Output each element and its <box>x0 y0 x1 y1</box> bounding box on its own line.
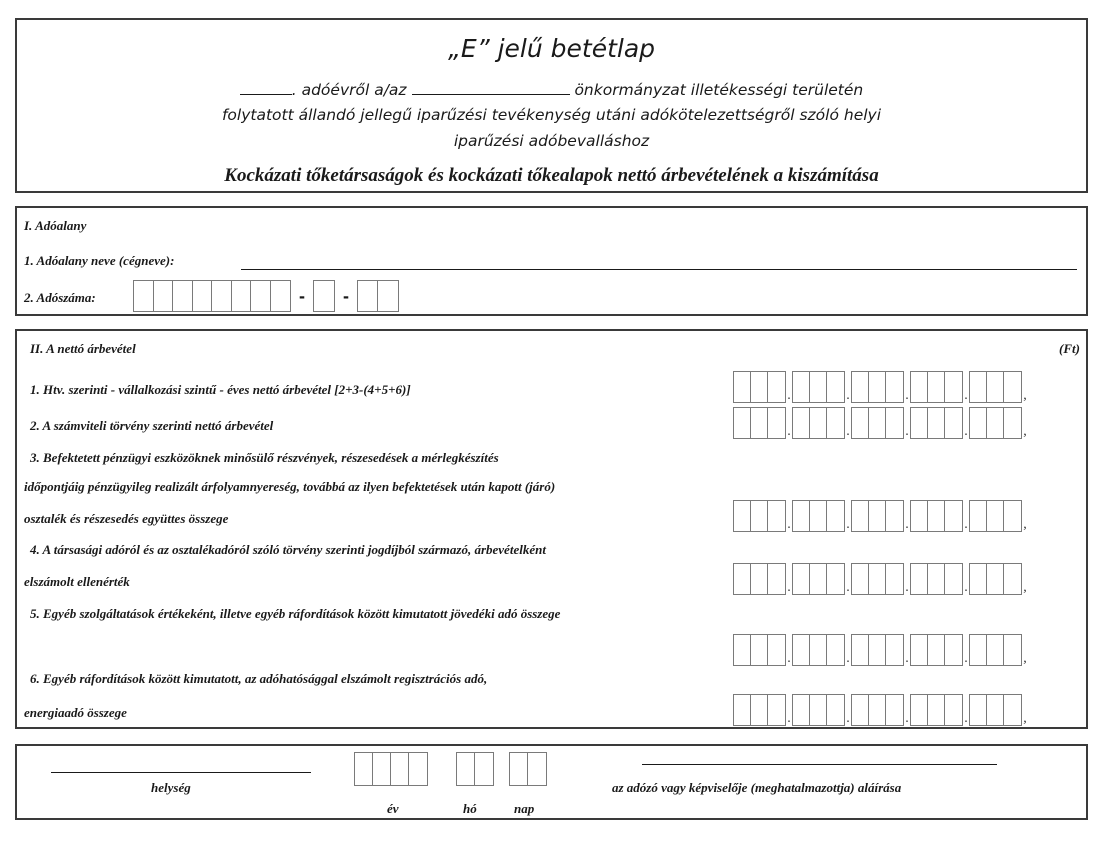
section-1-heading: I. Adóalany <box>24 218 87 233</box>
row-4-label-line-1: 4. A társasági adóról és az osztalékadóról szóló törvény szerinti jogdíjból származó, árbevételként <box>30 542 546 557</box>
row-2-label-line-1: 2. A számviteli törvény szerinti nettó árbevétel <box>30 418 274 433</box>
row-3-label-line-1: 3. Befektetett pénzügyi eszközöknek minősülő részvények, részesedések a mérlegkészítés <box>30 450 499 465</box>
year-label: év <box>387 801 399 816</box>
thousands-separator: . <box>787 711 791 726</box>
row-6-amount-field[interactable] <box>733 694 1028 726</box>
tax-number-main[interactable] <box>133 280 291 312</box>
amount-digit-group[interactable] <box>792 563 845 595</box>
day-label: nap <box>514 801 535 816</box>
thousands-separator: . <box>846 517 850 532</box>
thousands-separator: . <box>846 388 850 403</box>
header-line-1 <box>17 80 1086 99</box>
amount-digit-group[interactable] <box>969 694 1022 726</box>
amount-digit-group[interactable] <box>733 407 786 439</box>
tax-number-dash-2: - <box>343 285 349 306</box>
header-line-1-mid: . adóévről a/az <box>291 81 407 99</box>
thousands-separator: . <box>787 388 791 403</box>
thousands-separator: . <box>787 651 791 666</box>
signature-label: az adózó vagy képviselője (meghatalmazottja) aláírása <box>612 780 902 795</box>
thousands-separator: . <box>846 711 850 726</box>
amount-digit-group[interactable] <box>792 407 845 439</box>
tax-number-vat[interactable] <box>313 280 335 312</box>
decimal-separator: , <box>1023 651 1027 666</box>
thousands-separator: . <box>905 388 909 403</box>
header-line-1-end: önkormányzat illetékességi területén <box>574 81 864 99</box>
amount-digit-group[interactable] <box>910 563 963 595</box>
amount-digit-group[interactable] <box>733 694 786 726</box>
amount-digit-group[interactable] <box>733 563 786 595</box>
section-net-revenue <box>15 329 1088 729</box>
taxpayer-name-label: 1. Adóalany neve (cégneve): <box>24 253 175 268</box>
row-4-amount-field[interactable] <box>733 563 1028 595</box>
amount-digit-group[interactable] <box>792 371 845 403</box>
row-3-label-line-2: időpontjáig pénzügyileg realizált árfolyamnyereség, továbbá az ilyen befektetések után kapott (járó) <box>24 479 556 494</box>
amount-digit-group[interactable] <box>792 694 845 726</box>
header-box <box>15 18 1088 193</box>
amount-digit-group[interactable] <box>969 371 1022 403</box>
year-field[interactable] <box>354 752 428 786</box>
thousands-separator: . <box>905 651 909 666</box>
thousands-separator: . <box>787 517 791 532</box>
decimal-separator: , <box>1023 711 1027 726</box>
signature-field[interactable] <box>642 764 997 765</box>
thousands-separator: . <box>905 424 909 439</box>
decimal-separator: , <box>1023 388 1027 403</box>
tax-year-blank[interactable] <box>240 80 292 95</box>
tax-number-label: 2. Adószáma: <box>24 290 96 305</box>
thousands-separator: . <box>964 711 968 726</box>
amount-digit-group[interactable] <box>851 634 904 666</box>
thousands-separator: . <box>964 580 968 595</box>
month-field[interactable] <box>456 752 494 786</box>
amount-digit-group[interactable] <box>792 634 845 666</box>
row-5-label-line-1: 5. Egyéb szolgáltatások értékeként, illetve egyéb ráfordítások között kimutatott jövedéki adó összege <box>30 606 561 621</box>
month-label: hó <box>463 801 477 816</box>
header-line-2: folytatott állandó jellegű iparűzési tevékenység utáni adókötelezettségről szóló helyi <box>221 106 882 124</box>
section-taxpayer <box>15 206 1088 316</box>
amount-digit-group[interactable] <box>851 563 904 595</box>
section-2-heading: II. A nettó árbevétel <box>30 341 136 356</box>
row-1-label-line-1: 1. Htv. szerinti - vállalkozási szintű - éves nettó árbevétel [2+3-(4+5+6)] <box>30 382 411 397</box>
currency-unit: (Ft) <box>1059 341 1080 356</box>
thousands-separator: . <box>964 517 968 532</box>
amount-digit-group[interactable] <box>733 371 786 403</box>
amount-digit-group[interactable] <box>910 407 963 439</box>
thousands-separator: . <box>846 580 850 595</box>
amount-digit-group[interactable] <box>910 694 963 726</box>
taxpayer-name-field[interactable] <box>241 269 1077 270</box>
thousands-separator: . <box>905 580 909 595</box>
amount-digit-group[interactable] <box>910 371 963 403</box>
amount-digit-group[interactable] <box>733 500 786 532</box>
amount-digit-group[interactable] <box>910 634 963 666</box>
form-subtitle: Kockázati tőketársaságok és kockázati tőkealapok nettó árbevételének a kiszámítása <box>224 165 879 186</box>
tax-number-county[interactable] <box>357 280 399 312</box>
amount-digit-group[interactable] <box>851 407 904 439</box>
row-3-amount-field[interactable] <box>733 500 1028 532</box>
amount-digit-group[interactable] <box>910 500 963 532</box>
amount-digit-group[interactable] <box>851 694 904 726</box>
place-field[interactable] <box>51 772 311 773</box>
amount-digit-group[interactable] <box>969 500 1022 532</box>
signature-box <box>15 744 1088 820</box>
decimal-separator: , <box>1023 517 1027 532</box>
place-label: helység <box>151 780 191 795</box>
thousands-separator: . <box>964 651 968 666</box>
decimal-separator: , <box>1023 424 1027 439</box>
amount-digit-group[interactable] <box>733 634 786 666</box>
row-5-amount-field[interactable] <box>733 634 1028 666</box>
amount-digit-group[interactable] <box>969 563 1022 595</box>
amount-digit-group[interactable] <box>851 371 904 403</box>
row-2-amount-field[interactable] <box>733 407 1028 439</box>
amount-digit-group[interactable] <box>792 500 845 532</box>
decimal-separator: , <box>1023 580 1027 595</box>
row-6-label-line-2: energiaadó összege <box>24 705 127 720</box>
row-1-amount-field[interactable] <box>733 371 1028 403</box>
thousands-separator: . <box>846 424 850 439</box>
tax-number-dash-1: - <box>299 285 305 306</box>
form-title: „E” jelű betétlap <box>447 34 656 63</box>
row-3-label-line-3: osztalék és részesedés együttes összege <box>24 511 229 526</box>
day-field[interactable] <box>509 752 547 786</box>
header-line-3: iparűzési adóbevalláshoz <box>453 132 650 150</box>
thousands-separator: . <box>787 424 791 439</box>
amount-digit-group[interactable] <box>969 407 1022 439</box>
thousands-separator: . <box>964 388 968 403</box>
thousands-separator: . <box>905 711 909 726</box>
amount-digit-group[interactable] <box>851 500 904 532</box>
row-6-label-line-1: 6. Egyéb ráfordítások között kimutatott, az adóhatósággal elszámolt regisztrációs adó, <box>30 671 488 686</box>
amount-digit-group[interactable] <box>969 634 1022 666</box>
thousands-separator: . <box>846 651 850 666</box>
thousands-separator: . <box>905 517 909 532</box>
thousands-separator: . <box>964 424 968 439</box>
thousands-separator: . <box>787 580 791 595</box>
municipality-blank[interactable] <box>412 80 570 95</box>
tax-number-field[interactable] <box>133 280 399 312</box>
row-4-label-line-2: elszámolt ellenérték <box>24 574 130 589</box>
